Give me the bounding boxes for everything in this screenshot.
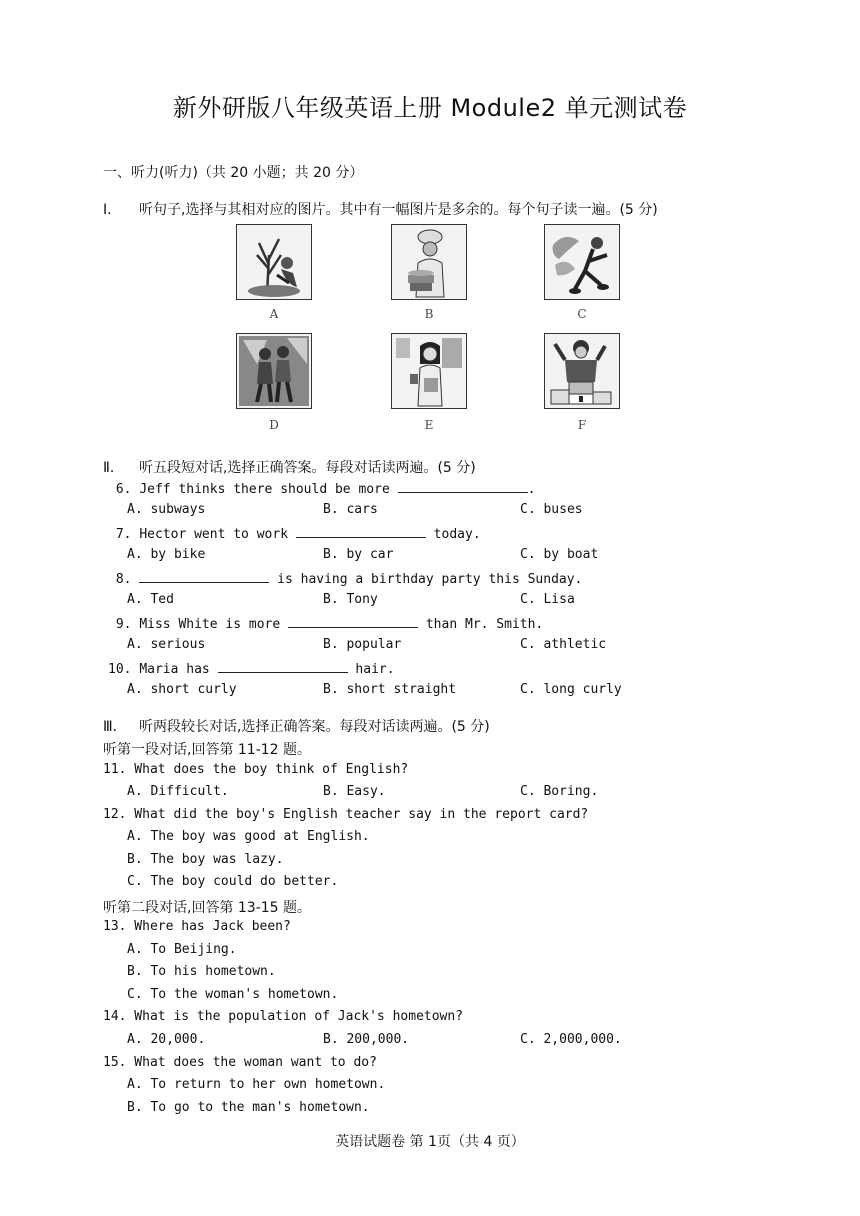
question-text: Jeff thinks there should be more xyxy=(139,482,398,497)
option-a: A. 20,000. xyxy=(127,1032,206,1047)
option-c: C. Boring. xyxy=(520,784,599,799)
page-footer: 英语试题卷 第 1页（共 4 页） xyxy=(335,1134,525,1150)
question-text: . xyxy=(527,482,536,497)
winner-podium-icon xyxy=(545,334,619,408)
question-6 xyxy=(108,480,535,497)
picture-options xyxy=(232,222,632,437)
part1-heading: 一、听力(听力)（共 20 小题；共 20 分） xyxy=(103,165,364,181)
option-a: A. serious xyxy=(127,637,206,652)
question-9 xyxy=(108,615,543,632)
tree-planting-icon xyxy=(237,225,311,299)
answer-blank[interactable] xyxy=(139,570,269,583)
section-number: Ⅰ． xyxy=(103,202,122,218)
picture-f xyxy=(544,333,620,409)
picture-a xyxy=(236,224,312,300)
question-11: 11. What does the boy think of English? xyxy=(103,762,409,777)
question-text: Maria has xyxy=(139,662,218,677)
option-b: B. To go to the man's hometown. xyxy=(127,1100,370,1115)
option-b: B. short straight xyxy=(323,682,457,697)
dialog-1-intro: 听第一段对话,回答第 11-12 题。 xyxy=(103,742,312,758)
option-a: A. Difficult. xyxy=(127,784,229,799)
option-b: B. To his hometown. xyxy=(127,964,276,979)
question-15: 15. What does the woman want to do? xyxy=(103,1055,377,1070)
question-14: 14. What is the population of Jack's hometown? xyxy=(103,1009,464,1024)
question-7 xyxy=(108,525,481,542)
option-b: B. 200,000. xyxy=(323,1032,410,1047)
option-a: A. short curly xyxy=(127,682,237,697)
section-3-heading xyxy=(103,716,490,736)
option-a: A. Ted xyxy=(127,592,174,607)
section-instruction: 听句子,选择与其相对应的图片。其中有一幅图片是多余的。每个句子读一遍。(5 分) xyxy=(139,202,658,218)
picture-label: E xyxy=(424,418,434,432)
section-instruction: 听五段短对话,选择正确答案。每段对话读两遍。(5 分) xyxy=(139,460,476,476)
picture-c xyxy=(544,224,620,300)
dialog-2-intro: 听第二段对话,回答第 13-15 题。 xyxy=(103,900,312,916)
question-text: Hector went to work xyxy=(139,527,296,542)
option-b: B. Easy. xyxy=(323,784,386,799)
two-people-walking-icon xyxy=(237,334,311,408)
picture-label: A xyxy=(269,307,279,321)
option-c: C. 2,000,000. xyxy=(520,1032,622,1047)
answer-blank[interactable] xyxy=(296,525,426,538)
option-b: B. cars xyxy=(323,502,378,517)
option-a: A. To return to her own hometown. xyxy=(127,1077,386,1092)
chef-cake-icon xyxy=(392,225,466,299)
answer-blank[interactable] xyxy=(218,660,348,673)
page-title: 新外研版八年级英语上册 Module2 单元测试卷 xyxy=(172,94,688,122)
option-b: B. Tony xyxy=(323,592,378,607)
option-a: A. To Beijing. xyxy=(127,942,237,957)
picture-label: F xyxy=(577,418,587,432)
question-10 xyxy=(108,660,395,677)
answer-blank[interactable] xyxy=(398,480,528,493)
question-12: 12. What did the boy's English teacher say in the report card? xyxy=(103,807,589,822)
picture-b xyxy=(391,224,467,300)
picture-label: B xyxy=(424,307,434,321)
question-number: 6. xyxy=(108,482,132,497)
section-instruction: 听两段较长对话,选择正确答案。每段对话读两遍。(5 分) xyxy=(139,719,490,735)
section-number: Ⅱ． xyxy=(103,460,124,476)
picture-d xyxy=(236,333,312,409)
question-number: 9. xyxy=(108,617,132,632)
option-a: A. subways xyxy=(127,502,206,517)
question-number: 7. xyxy=(108,527,132,542)
picture-label: D xyxy=(269,418,279,432)
waitress-icon xyxy=(392,334,466,408)
section-1-heading xyxy=(103,199,658,219)
dancer-icon xyxy=(545,225,619,299)
question-text: today. xyxy=(425,527,481,542)
option-c: C. long curly xyxy=(520,682,622,697)
option-b: B. by car xyxy=(323,547,394,562)
option-a: A. by bike xyxy=(127,547,206,562)
option-c: C. buses xyxy=(520,502,583,517)
option-c: C. To the woman's hometown. xyxy=(127,987,339,1002)
option-c: C. Lisa xyxy=(520,592,575,607)
question-number: 10. xyxy=(108,662,132,677)
question-text: Miss White is more xyxy=(139,617,289,632)
question-text: is having a birthday party this Sunday. xyxy=(269,572,583,587)
option-c: C. The boy could do better. xyxy=(127,874,339,889)
picture-e xyxy=(391,333,467,409)
question-13: 13. Where has Jack been? xyxy=(103,919,291,934)
section-2-heading xyxy=(103,457,476,477)
option-b: B. The boy was lazy. xyxy=(127,852,284,867)
answer-blank[interactable] xyxy=(288,615,418,628)
option-c: C. by boat xyxy=(520,547,599,562)
option-c: C. athletic xyxy=(520,637,607,652)
option-a: A. The boy was good at English. xyxy=(127,829,370,844)
question-text: than Mr. Smith. xyxy=(418,617,544,632)
question-8 xyxy=(108,570,582,587)
question-number: 8. xyxy=(108,572,132,587)
question-text: hair. xyxy=(347,662,395,677)
picture-label: C xyxy=(577,307,587,321)
option-b: B. popular xyxy=(323,637,402,652)
section-number: Ⅲ． xyxy=(103,719,127,735)
